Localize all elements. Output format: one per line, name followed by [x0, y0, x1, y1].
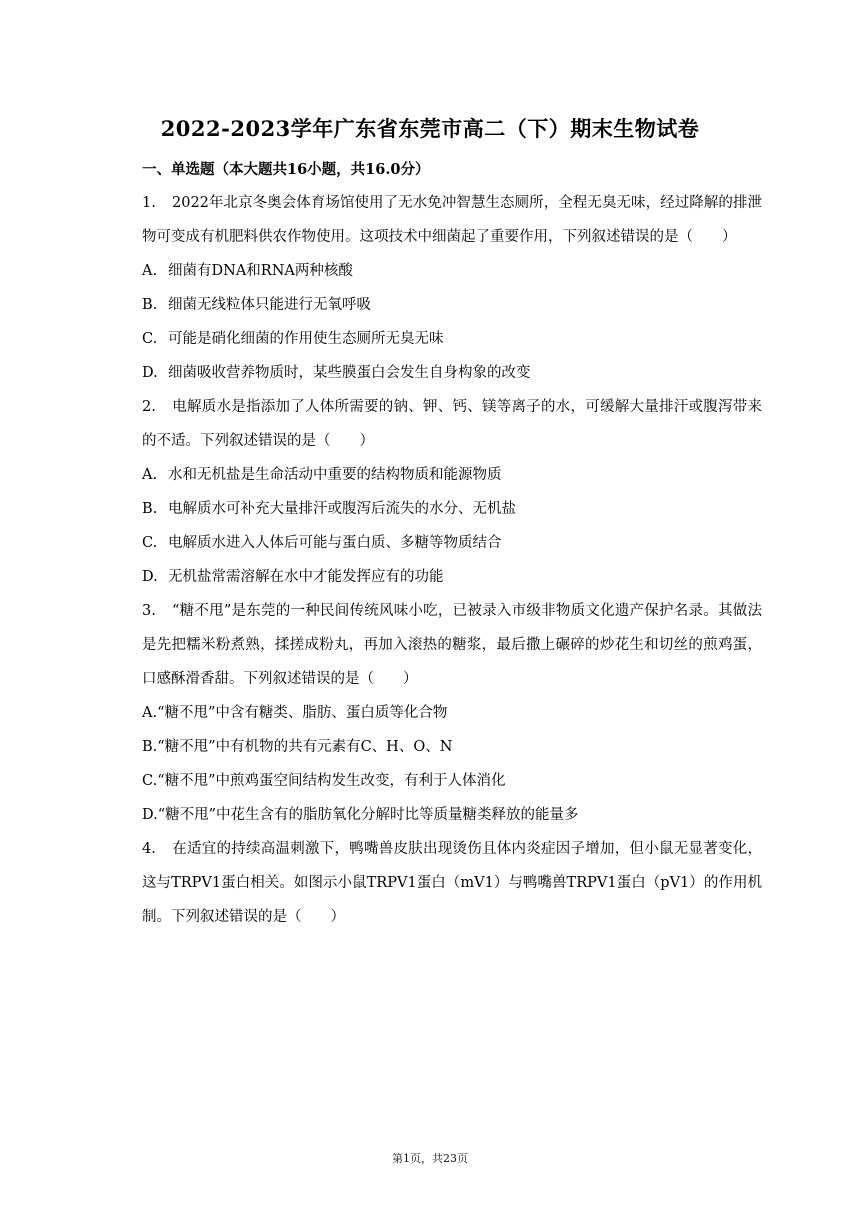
- option-letter: B.: [142, 501, 158, 517]
- option-b: [142, 730, 762, 764]
- option-a: [142, 458, 762, 492]
- question-stem: [142, 832, 762, 934]
- option-text: “糖不甩”中煎鸡蛋空间结构发生改变，有利于人体消化: [157, 773, 506, 789]
- option-letter: C.: [142, 535, 158, 551]
- option-a: [142, 696, 762, 730]
- option-letter: A.: [142, 467, 158, 483]
- option-text: 水和无机盐是生命活动中重要的结构物质和能源物质: [168, 467, 502, 483]
- question-stem: [142, 390, 762, 458]
- question-stem: [142, 186, 762, 254]
- question-number: 2.: [142, 399, 156, 415]
- page-title: 2022-2023学年广东省东莞市高二（下）期末生物试卷: [160, 116, 700, 141]
- option-text: “糖不甩”中有机物的共有元素有C、H、O、N: [157, 739, 453, 755]
- question-number: 1.: [142, 195, 156, 211]
- option-letter: B.: [142, 297, 158, 313]
- option-text: 细菌有DNA和RNA两种核酸: [168, 263, 353, 279]
- option-d: [142, 798, 762, 832]
- option-letter: A.: [142, 263, 158, 279]
- option-text: 可能是硝化细菌的作用使生态厕所无臭无味: [168, 331, 444, 347]
- option-letter: D.: [142, 365, 158, 381]
- option-letter: D.: [142, 807, 158, 823]
- question-stem: [142, 594, 762, 696]
- option-c: [142, 322, 762, 356]
- question-text: 2022年北京冬奥会体育场馆使用了无水免冲智慧生态厕所，全程无臭无味，经过降解的排泄物可变成有机肥料供农作物使用。这项技术中细菌起了重要作用，下列叙述错误的是（ ）: [142, 195, 762, 245]
- question-number: 3.: [142, 603, 156, 619]
- option-b: [142, 288, 762, 322]
- option-text: 细菌无线粒体只能进行无氧呼吸: [168, 297, 371, 313]
- question-4: [142, 832, 762, 934]
- page-footer: 第1页，共23页: [392, 1152, 468, 1165]
- option-letter: C.: [142, 773, 158, 789]
- option-d: [142, 560, 762, 594]
- option-letter: D.: [142, 569, 158, 585]
- question-list: [142, 186, 762, 934]
- option-text: “糖不甩”中花生含有的脂肪氧化分解时比等质量糖类释放的能量多: [157, 807, 579, 823]
- option-b: [142, 492, 762, 526]
- option-text: 细菌吸收营养物质时，某些膜蛋白会发生自身构象的改变: [168, 365, 531, 381]
- question-1: [142, 186, 762, 390]
- question-text: “糖不甩”是东莞的一种民间传统风味小吃，已被录入市级非物质文化遗产保护名录。其做法是先把糯米粉煮熟，揉搓成粉丸，再加入滚热的糖浆，最后撒上碾碎的炒花生和切丝的煎鸡蛋，口感酥滑香甜。下列叙述错误的是（ ）: [142, 603, 762, 687]
- option-letter: C.: [142, 331, 158, 347]
- option-letter: A.: [142, 705, 158, 721]
- option-letter: B.: [142, 739, 158, 755]
- option-c: [142, 764, 762, 798]
- option-a: [142, 254, 762, 288]
- option-c: [142, 526, 762, 560]
- option-text: 电解质水可补充大量排汗或腹泻后流失的水分、无机盐: [168, 501, 516, 517]
- option-d: [142, 356, 762, 390]
- question-number: 4.: [142, 841, 156, 857]
- option-text: 无机盐常需溶解在水中才能发挥应有的功能: [168, 569, 444, 585]
- option-text: 电解质水进入人体后可能与蛋白质、多糖等物质结合: [168, 535, 502, 551]
- question-text: 电解质水是指添加了人体所需要的钠、钾、钙、镁等离子的水，可缓解大量排汗或腹泻带来的不适。下列叙述错误的是（ ）: [142, 399, 762, 449]
- question-2: [142, 390, 762, 594]
- question-text: 在适宜的持续高温刺激下，鸭嘴兽皮肤出现烫伤且体内炎症因子增加，但小鼠无显著变化，这与TRPV1蛋白相关。如图示小鼠TRPV1蛋白（mV1）与鸭嘴兽TRPV1蛋白（pV1）的作用机制。下列叙述错误的是（ ）: [142, 841, 762, 925]
- question-3: [142, 594, 762, 832]
- option-text: “糖不甩”中含有糖类、脂肪、蛋白质等化合物: [157, 705, 448, 721]
- section-header: 一、单选题（本大题共16小题，共16.0分）: [142, 161, 430, 178]
